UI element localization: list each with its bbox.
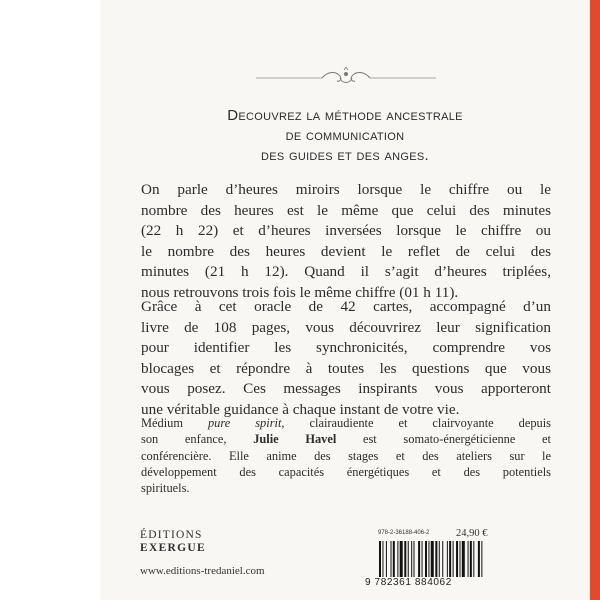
publisher-logo (140, 529, 206, 555)
text-line: vous posez. Ces messages inspirants vous apporteront (141, 380, 551, 397)
bio-line: développement des capacités énergétiques et des potentiels (141, 464, 551, 479)
text-line: livre de 108 pages, vous découvrirez leur signification (141, 318, 551, 336)
author-name: Julie Havel (253, 432, 337, 447)
barcode-bars-icon (379, 541, 515, 577)
price-label: 24,90 € (456, 528, 488, 539)
bio-line: Médium pure spirit, clairaudiente et clairvoyante depuis (141, 416, 551, 430)
text-line: Grâce à cet oracle de 42 cartes, accompagné d’un (141, 298, 551, 315)
headline (150, 106, 540, 166)
text-line: On parle d’heures miroirs lorsque le chiffre ou le (141, 181, 551, 198)
headline-line-2: de communication (285, 127, 405, 144)
barcode-digits: 9 782361 884062 (365, 577, 452, 588)
decorative-flourish-icon (256, 67, 436, 89)
text-line: pour identifier les synchronicités, comprendre vos (141, 339, 551, 356)
barcode (363, 528, 521, 590)
spine-edge (590, 0, 600, 600)
isbn-label: 978-2-36188-406-2 (378, 530, 430, 536)
text-line: nombre des heures est le même que celui des minutes (141, 201, 551, 219)
text-line: nous retrouvons trois fois le même chiffre (01 h 11). (141, 283, 459, 301)
headline-line-3: des guides et des anges. (260, 147, 429, 164)
text-line: blocages et répondre à toutes les questions que vous (141, 359, 551, 377)
bio-line: spirituels. (141, 481, 190, 496)
text-line: minutes (21 h 12). Quand il s’agit d’heures triplées, (141, 263, 551, 280)
book-back-cover (100, 0, 590, 600)
text-line: une véritable guidance à chaque instant de votre vie. (141, 400, 460, 418)
publisher-website: www.editions-tredaniel.com (140, 565, 265, 577)
bio-line: son enfance, Julie Havel est somato-énergéticienne et (141, 432, 551, 447)
paragraph-mirror-hours (141, 180, 551, 303)
author-bio (141, 415, 551, 496)
bio-line: conférencière. Elle anime des stages et des ateliers sur le (141, 448, 551, 463)
text-line: (22 h 22) et d’heures inversées lorsque le chiffre ou (141, 222, 551, 239)
paragraph-oracle (141, 297, 551, 420)
publisher-line-1: ÉDITIONS (140, 529, 203, 541)
headline-line-1: Decouvrez la méthode ancestrale (227, 107, 463, 124)
text-line: le nombre des heures devient le reflet de celui des (141, 242, 551, 260)
publisher-line-2: EXERGUE (140, 542, 206, 554)
